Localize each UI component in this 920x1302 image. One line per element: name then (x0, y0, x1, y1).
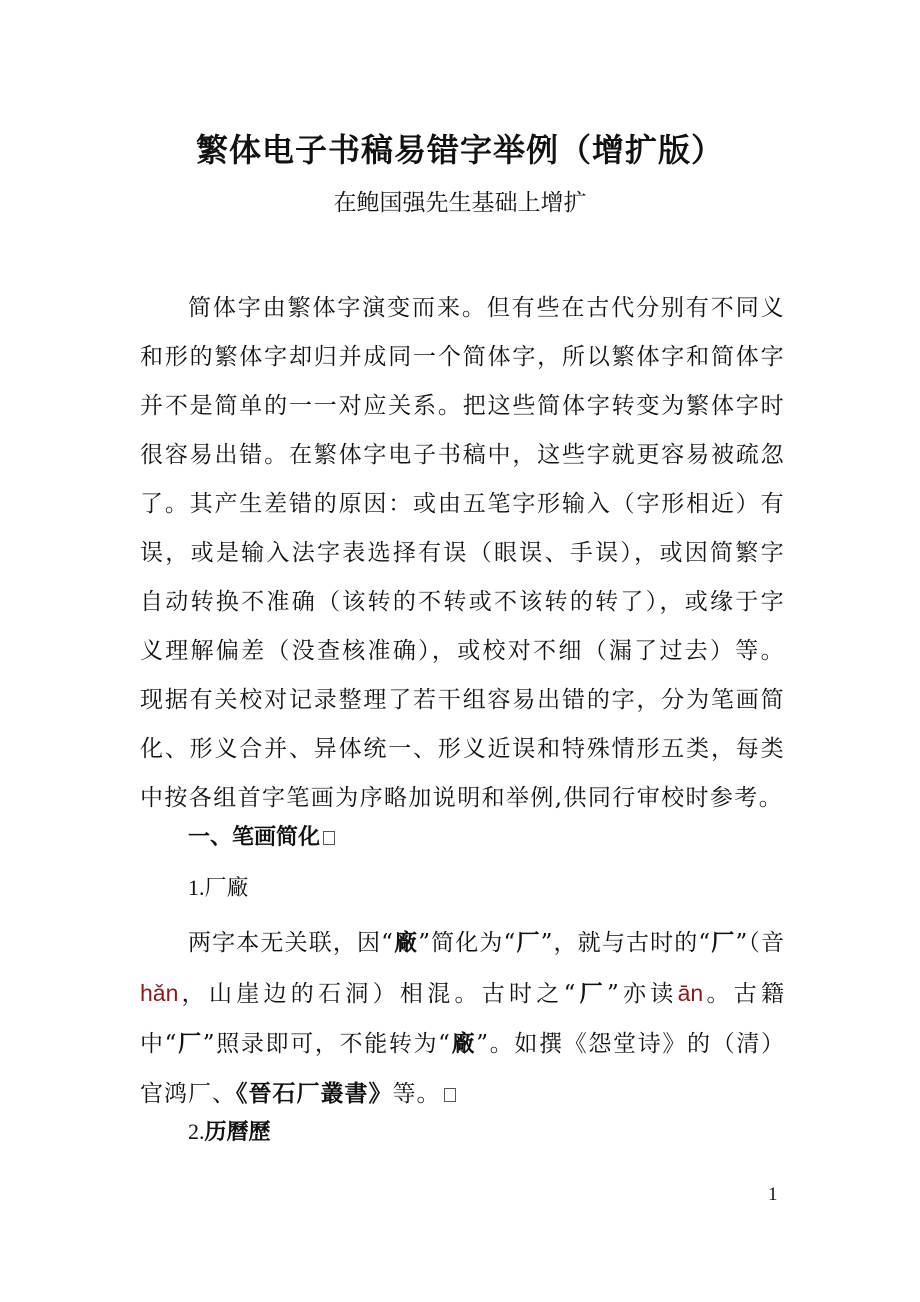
text-run: ”（音 (735, 930, 786, 956)
page-subtitle: 在鲍国强先生基础上增扩 (333, 190, 587, 216)
keyword: 厂 (177, 1031, 203, 1057)
text-run: ”简化为“ (418, 930, 517, 956)
item-chars: 厂廠 (204, 876, 249, 901)
item-number: 1. (188, 875, 205, 900)
text-run: 等。 (392, 1081, 441, 1107)
section-heading (188, 818, 335, 858)
keyword: 廠 (393, 930, 419, 956)
text-run: ”。如撰《怨堂诗》的（清）官鸿厂、 (140, 1031, 786, 1107)
missing-glyph-box-icon (323, 831, 335, 845)
text-run: ”亦读 (606, 981, 678, 1007)
text-run: ”照录即可，不能转为“ (202, 1031, 451, 1057)
page-title: 繁体电子书稿易错字举例（增扩版） (195, 131, 724, 169)
item-heading-2 (188, 1112, 271, 1153)
keyword: 廠 (450, 1031, 477, 1057)
pinyin: ān (677, 980, 704, 1006)
book-title: 《晉石厂叢書》 (236, 1081, 393, 1107)
item-chars: 历曆歷 (204, 1120, 271, 1145)
text-run: 两字本无关联，因“ (188, 930, 394, 956)
intro-paragraph: 简体字由繁体字演变而来。但有些在古代分别有不同义和形的繁体字却归并成同一个简体字，所以繁体字和简体字并不是简单的一一对应关系。把这些简体字转变为繁体字时很容易出错。在繁体字电子书稿中，这些字就更容易被疏忽了。其产生差错的原因：或由五笔字形输入（字形相近）有误，或是输入法字表选择有误（眼误、手误），或因简繁字自动转换不准确（该转的不转或不该转的转了），或缘于字义理解偏差（没查核准确），或校对不细（漏了过去）等。现据有关校对记录整理了若干组容易出错的字，分为笔画简化、形义合并、异体统一、形义近误和特殊情形五类，每类中按各组首字笔画为序略加说明和举例,供同行审校时参考。 (140, 295, 785, 811)
keyword: 厂 (711, 930, 736, 956)
keyword: 厂 (576, 981, 607, 1007)
missing-glyph-box-icon (444, 1088, 456, 1102)
item-heading-1 (188, 868, 249, 909)
section-heading-text: 一、笔画简化 (188, 825, 321, 850)
page-number: 1 (768, 1184, 778, 1205)
text-run: ，山崖边的石洞）相混。古时之“ (178, 981, 577, 1007)
keyword: 厂 (516, 930, 541, 956)
item-number: 2. (188, 1119, 205, 1144)
text-run: 。古籍中“ (140, 981, 786, 1057)
pinyin: hǎn (140, 980, 179, 1006)
item-1-explanation (140, 918, 785, 1119)
text-run: ”，就与古时的“ (540, 930, 712, 956)
